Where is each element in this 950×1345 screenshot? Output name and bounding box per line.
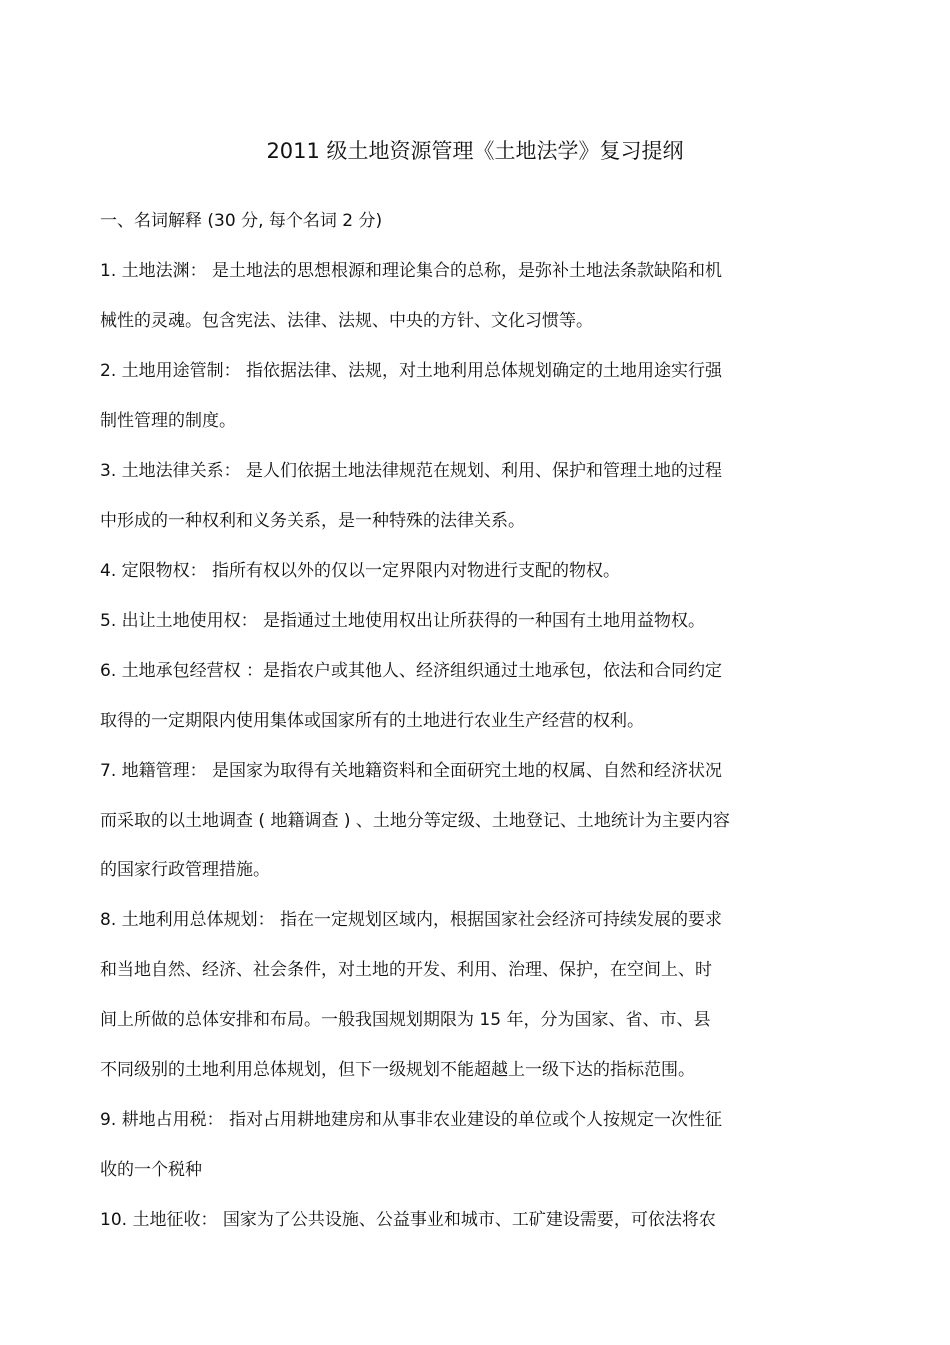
term-3-line-2: 中形成的一种权利和义务关系，是一种特殊的法律关系。 (100, 511, 525, 531)
section-heading: 一、名词解释 (30 分, 每个名词 2 分) (100, 211, 383, 231)
term-9-line-2: 收的一个税种 (100, 1160, 202, 1180)
term-8-line-3: 间上所做的总体安排和布局。一般我国规划期限为 15 年，分为国家、省、市、县 (100, 1010, 711, 1030)
term-9-line-1: 9. 耕地占用税： 指对占用耕地建房和从事非农业建设的单位或个人按规定一次性征 (100, 1110, 723, 1130)
term-10-line-1: 10. 土地征收： 国家为了公共设施、公益事业和城市、工矿建设需要，可依法将农 (100, 1210, 716, 1230)
term-7-line-3: 的国家行政管理措施。 (100, 860, 270, 880)
term-7-line-2: 而采取的以土地调查 ( 地籍调查 ) 、土地分等定级、土地登记、土地统计为主要内容 (100, 811, 730, 831)
term-5-line-1: 5. 出让土地使用权： 是指通过土地使用权出让所获得的一种国有土地用益物权。 (100, 611, 706, 631)
document-title: 2011 级土地资源管理《土地法学》复习提纲 (266, 139, 684, 163)
term-6-line-1: 6. 土地承包经营权 ：是指农户或其他人、经济组织通过土地承包，依法和合同约定 (100, 661, 723, 681)
term-4-line-1: 4. 定限物权： 指所有权以外的仅以一定界限内对物进行支配的物权。 (100, 561, 621, 581)
term-1-line-1: 1. 土地法渊： 是土地法的思想根源和理论集合的总称，是弥补土地法条款缺陷和机 (100, 261, 723, 281)
term-3-line-1: 3. 土地法律关系： 是人们依据土地法律规范在规划、利用、保护和管理土地的过程 (100, 461, 723, 481)
term-8-line-4: 不同级别的土地利用总体规划，但下一级规划不能超越上一级下达的指标范围。 (100, 1060, 695, 1080)
term-6-line-2: 取得的一定期限内使用集体或国家所有的土地进行农业生产经营的权利。 (100, 711, 644, 731)
term-7-line-1: 7. 地籍管理： 是国家为取得有关地籍资料和全面研究土地的权属、自然和经济状况 (100, 761, 723, 781)
term-8-line-2: 和当地自然、经济、社会条件，对土地的开发、利用、治理、保护，在空间上、时 (100, 960, 712, 980)
term-2-line-1: 2. 土地用途管制： 指依据法律、法规，对土地利用总体规划确定的土地用途实行强 (100, 361, 723, 381)
term-2-line-2: 制性管理的制度。 (100, 411, 236, 431)
term-1-line-2: 械性的灵魂。包含宪法、法律、法规、中央的方针、文化习惯等。 (100, 311, 593, 331)
term-8-line-1: 8. 土地利用总体规划： 指在一定规划区域内，根据国家社会经济可持续发展的要求 (100, 910, 723, 930)
